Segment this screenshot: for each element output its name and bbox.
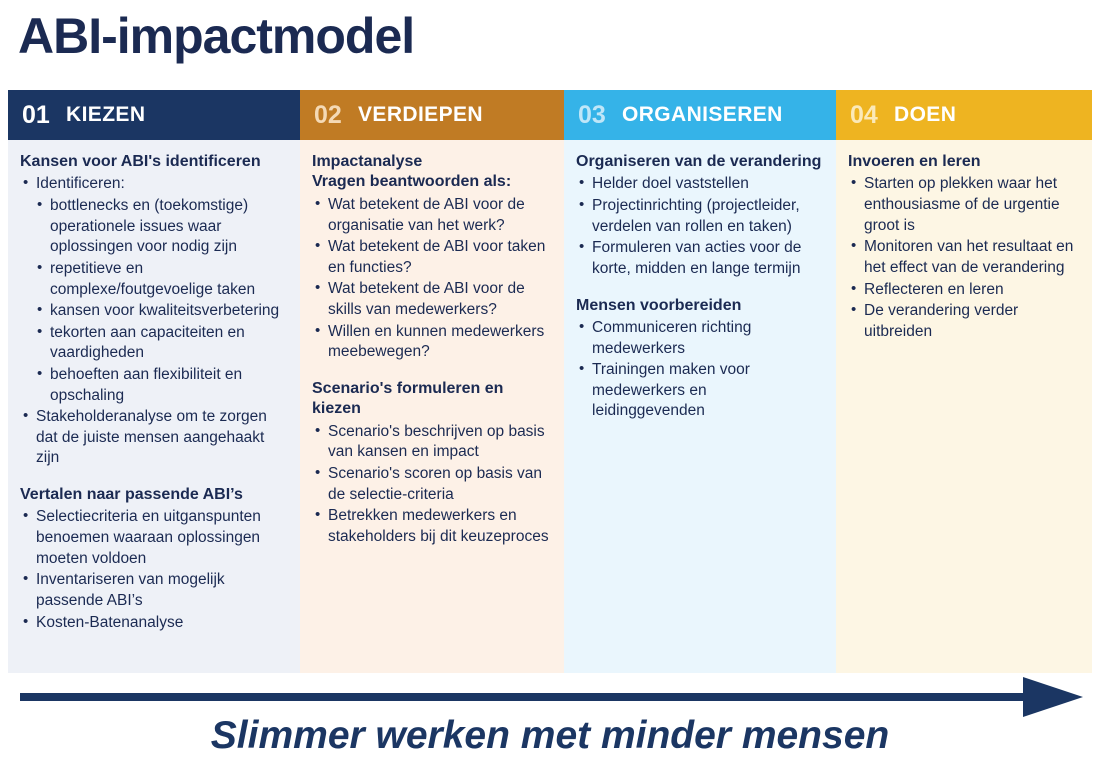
list-item: • Stakeholderanalyse om te zorgen dat de juiste mensen aangehaakt zijn: [22, 407, 286, 469]
list-item: • Wat betekent de ABI voor de skills van medewerkers?: [314, 279, 550, 320]
phase-body-01: [8, 140, 300, 673]
list-item: • Wat betekent de ABI voor taken en functies?: [314, 237, 550, 278]
phase-number-02: 02: [314, 100, 342, 129]
section-list: [22, 507, 286, 633]
section-heading: Scenario's formuleren en kiezen: [312, 379, 504, 418]
list-item: • Reflecteren en leren: [850, 280, 1078, 301]
progress-arrow: [8, 668, 1092, 710]
sub-list: [36, 196, 286, 406]
sub-list-item: • kansen voor kwaliteitsverbetering: [36, 301, 286, 322]
list-item: • Identificeren:: [22, 174, 286, 195]
phase-header-03[interactable]: [564, 90, 836, 140]
section-list: [22, 174, 286, 469]
phase-header-01[interactable]: [8, 90, 300, 140]
page-title: ABI-impactmodel: [18, 8, 415, 64]
phase-number-03: 03: [578, 100, 606, 129]
sub-list-item: • tekorten aan capaciteiten en vaardigheden: [36, 323, 286, 364]
list-item: • Monitoren van het resultaat en het effect van de verandering: [850, 237, 1078, 278]
section-heading: Invoeren en leren: [848, 153, 981, 170]
list-item: • Formuleren van acties voor de korte, midden en lange termijn: [578, 238, 822, 279]
phase-header-row: [8, 90, 1092, 140]
tagline: Slimmer werken met minder mensen: [210, 714, 890, 757]
phase-header-02[interactable]: [300, 90, 564, 140]
phase-body-row: [8, 140, 1092, 673]
phase-title-04: DOEN: [894, 103, 957, 126]
list-item: • Projectinrichting (projectleider, verdelen van rollen en taken): [578, 196, 822, 237]
section-list: [578, 318, 822, 422]
section-heading: Mensen voorbereiden: [576, 296, 742, 314]
list-item: • Scenario's beschrijven op basis van kansen en impact: [314, 422, 550, 463]
phase-title-02: VERDIEPEN: [358, 103, 483, 126]
phase-header-04[interactable]: [836, 90, 1092, 140]
impact-model-table: [8, 90, 1092, 673]
section-heading: Vertalen naar passende ABI’s: [20, 486, 243, 503]
list-item: • Inventariseren van mogelijk passende ABI’s: [22, 570, 286, 611]
list-item: • Trainingen maken voor medewerkers en leidinggevenden: [578, 360, 822, 422]
section-list: [850, 174, 1078, 342]
list-item: • Starten op plekken waar het enthousiasme of de urgentie groot is: [850, 174, 1078, 236]
list-item: • Willen en kunnen medewerkers meebewegen?: [314, 322, 550, 363]
phase-title-03: ORGANISEREN: [622, 103, 783, 126]
sub-list-item: • bottlenecks en (toekomstige) operationele issues waar oplossingen voor nodig zijn: [36, 196, 286, 258]
list-item: • Betrekken medewerkers en stakeholders bij dit keuzeproces: [314, 506, 550, 547]
list-item: • Selectiecriteria en uitganspunten benoemen waaraan oplossingen moeten voldoen: [22, 507, 286, 569]
list-item: • Kosten-Batenanalyse: [22, 613, 286, 634]
phase-body-03: [564, 140, 836, 673]
section-list: [578, 174, 822, 279]
phase-title-01: KIEZEN: [66, 103, 146, 126]
section-heading: Kansen voor ABI's identificeren: [20, 153, 261, 170]
list-item: • De verandering verder uitbreiden: [850, 301, 1078, 342]
list-item: • Wat betekent de ABI voor de organisatie van het werk?: [314, 195, 550, 236]
sub-list-item: • behoeften aan flexibiliteit en opschaling: [36, 365, 286, 406]
list-item: • Communiceren richting medewerkers: [578, 318, 822, 359]
sub-list-item: • repetitieve en complexe/foutgevoelige taken: [36, 259, 286, 300]
section-list: [314, 422, 550, 548]
phase-body-04: [836, 140, 1092, 673]
list-item: • Helder doel vaststellen: [578, 174, 822, 195]
section-heading: Organiseren van de verandering: [576, 153, 822, 170]
section-list: [314, 195, 550, 363]
phase-number-04: 04: [850, 100, 878, 129]
section-heading: Impactanalyse Vragen beantwoorden als:: [312, 153, 512, 191]
phase-number-01: 01: [22, 100, 50, 129]
arrow-head-icon: [1023, 677, 1083, 717]
phase-body-02: [300, 140, 564, 673]
list-item: • Scenario's scoren op basis van de selectie-criteria: [314, 464, 550, 505]
arrow-shaft: [20, 693, 1030, 701]
